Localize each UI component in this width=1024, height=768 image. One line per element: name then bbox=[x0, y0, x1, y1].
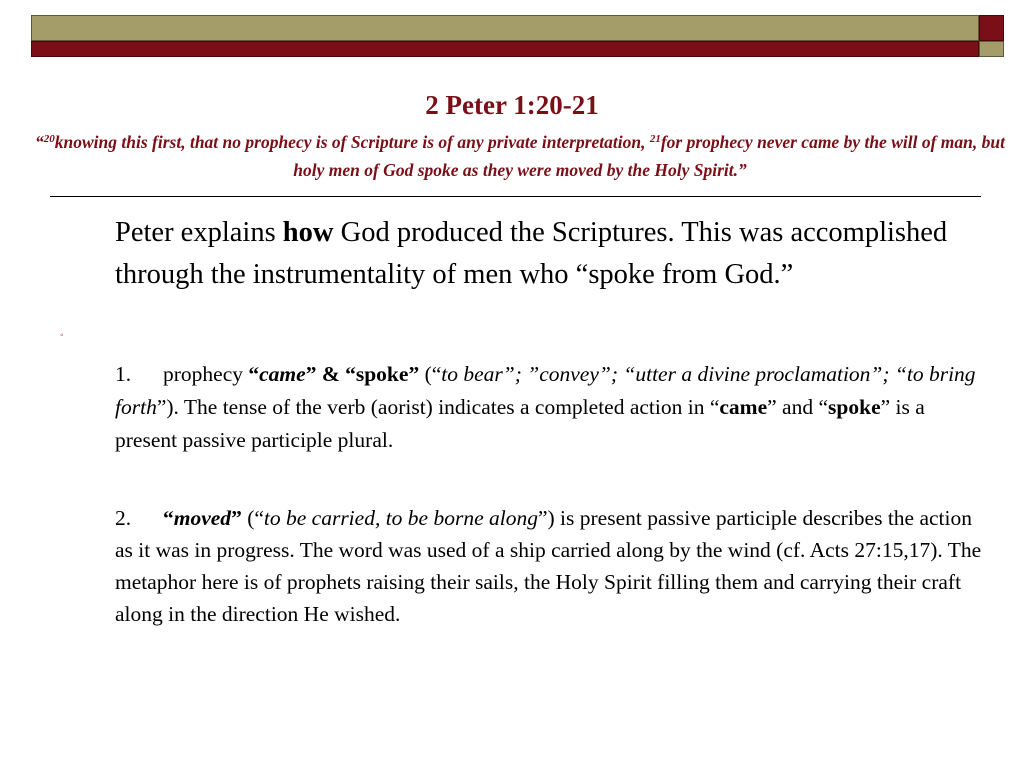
header-bar-maroon bbox=[31, 41, 979, 57]
slide-title: 2 Peter 1:20-21 bbox=[425, 90, 599, 120]
intro-before: Peter explains bbox=[115, 217, 283, 248]
scripture-quote bbox=[20, 128, 1020, 184]
point-2-paren-open: (“ bbox=[241, 506, 264, 530]
point-2-moved-open: “ bbox=[163, 506, 174, 530]
intro-after: God produced the Scriptures. This was accomplished through the instrumentality of men who “spoke from God.” bbox=[115, 217, 948, 290]
intro-emphasis: how bbox=[282, 217, 334, 248]
point-1-mid: ” & “ bbox=[305, 362, 356, 386]
point-2-definitions: to be carried, to be borne along bbox=[263, 506, 538, 530]
point-1-spoke-word: spoke bbox=[355, 362, 409, 386]
point-1-came-bold: came bbox=[719, 395, 768, 419]
point-1-came-open: “ bbox=[248, 362, 260, 386]
bullet-circle-icon: ◦ bbox=[60, 330, 64, 341]
verse-number-20: 20 bbox=[43, 133, 55, 145]
header-corner-square-olive bbox=[979, 41, 1004, 57]
point-1-tail: ” is a present passive participle plural. bbox=[115, 395, 925, 452]
point-2-moved-close: ” bbox=[231, 506, 242, 530]
point-1-lead: prophecy bbox=[163, 362, 249, 386]
point-2-moved-word: moved bbox=[173, 506, 232, 530]
verse-21-text: for prophecy never came by the will of man, but holy men of God spoke as they were moved by the Holy Spirit.” bbox=[293, 132, 1005, 180]
verse-20-text: knowing this first, that no prophecy is of Scripture is of any private interpretation, bbox=[54, 132, 650, 152]
point-1-number: 1. bbox=[115, 362, 132, 386]
point-1-paren-close: ”). The tense of the verb (aorist) indicates a completed action in “ bbox=[156, 395, 720, 419]
header-corner-square-maroon bbox=[979, 15, 1004, 41]
verse-number-21: 21 bbox=[649, 133, 661, 145]
header-bar-olive bbox=[31, 15, 979, 41]
title-divider bbox=[50, 196, 981, 197]
point-1-paren-open: (“ bbox=[419, 362, 442, 386]
intro-paragraph bbox=[115, 212, 985, 296]
point-1-spoke-bold: spoke bbox=[828, 395, 881, 419]
point-2-rest: ”) is present passive participle describes the action as it was in progress. The word was used of a ship carried along by the wind (cf. Acts 27:15,17). The metaphor here is of prophets raising their sails, the Holy Spirit filling them and carrying their craft along in the direction He wished. bbox=[115, 506, 982, 626]
point-1-definitions: to bear”; ”convey”; “utter a divine proclamation”; “to bring forth bbox=[115, 362, 976, 419]
quote-open-mark: “ bbox=[35, 132, 44, 152]
point-1-came-word: came bbox=[259, 362, 306, 386]
point-1-spoke-close: ” bbox=[408, 362, 420, 386]
point-2 bbox=[115, 502, 985, 630]
point-1 bbox=[115, 358, 985, 457]
point-1-and: ” and “ bbox=[767, 395, 829, 419]
point-2-number: 2. bbox=[115, 506, 132, 530]
